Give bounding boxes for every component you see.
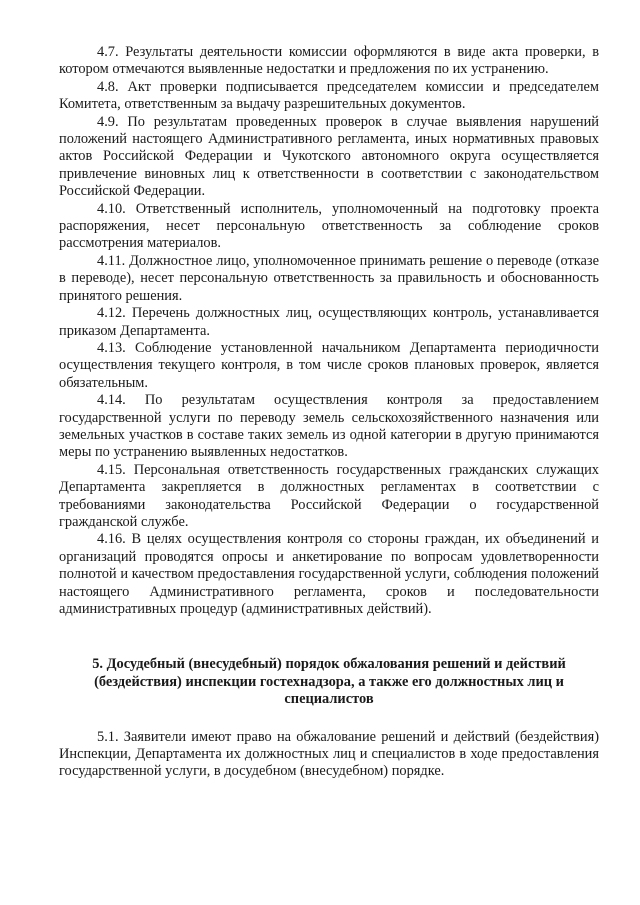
paragraph-4-14: 4.14. По результатам осуществления контроля за предоставлением государственной услуги по переводу земель сельскохозяйственного назначения или земельных участков в составе таких земель из одной категории в другую принимаются меры по устранению выявленных недостатков. [59,392,599,461]
paragraph-4-7: 4.7. Результаты деятельности комиссии оформляются в виде акта проверки, в котором отмечаются выявленные недостатки и предложения по их устранению. [59,44,599,78]
paragraph-4-10: 4.10. Ответственный исполнитель, уполномоченный на подготовку проекта распоряжения, несет персональную ответственность за соблюдение сроков рассмотрения материалов. [59,200,599,252]
section-spacer [59,618,599,656]
paragraph-4-15: 4.15. Персональная ответственность государственных гражданских служащих Департамента закрепляется в должностных регламентах в соответствии с требованиями законодательства Российской Федерации о государственной гражданской службе. [59,461,599,530]
paragraph-4-11: 4.11. Должностное лицо, уполномоченное принимать решение о переводе (отказе в переводе), несет персональную ответственность за правильность и обоснованность принятого решения. [59,252,599,304]
paragraph-4-13: 4.13. Соблюдение установленной начальником Департамента периодичности осуществления текущего контроля, в том числе сроков плановых проверок, является обязательным. [59,339,599,391]
heading-spacer [59,709,599,729]
paragraph-4-9: 4.9. По результатам проведенных проверок в случае выявления нарушений положений настоящего Административного регламента, иных нормативных правовых актов Российской Федерации и Чукотского автономного округа осуществляется привлечение виновных лиц к ответственности в соответствии с законодательством Российской Федерации. [59,113,599,200]
document-page [59,44,599,781]
paragraph-4-16: 4.16. В целях осуществления контроля со стороны граждан, их объединений и организаций проводятся опросы и анкетирование по вопросам удовлетворенности полнотой и качеством предоставления государственной услуги, соблюдения положений настоящего Административного регламента, сроков и последовательности административных процедур (административных действий). [59,531,599,617]
paragraph-4-12: 4.12. Перечень должностных лиц, осуществляющих контроль, устанавливается приказом Департамента. [59,305,599,339]
paragraph-4-8: 4.8. Акт проверки подписывается председателем комиссии и председателем Комитета, ответственным за выдачу разрешительных документов. [59,78,599,113]
section-5-heading: 5. Досудебный (внесудебный) порядок обжалования решений и действий (бездействия) инспекции гостехнадзора, а также его должностных лиц и специалистов [92,656,566,708]
paragraph-5-1: 5.1. Заявители имеют право на обжалование решений и действий (бездействия) Инспекции, Департамента их должностных лиц и специалистов в ходе предоставления государственной услуги, в досудебном (внесудебном) порядке. [59,728,599,780]
